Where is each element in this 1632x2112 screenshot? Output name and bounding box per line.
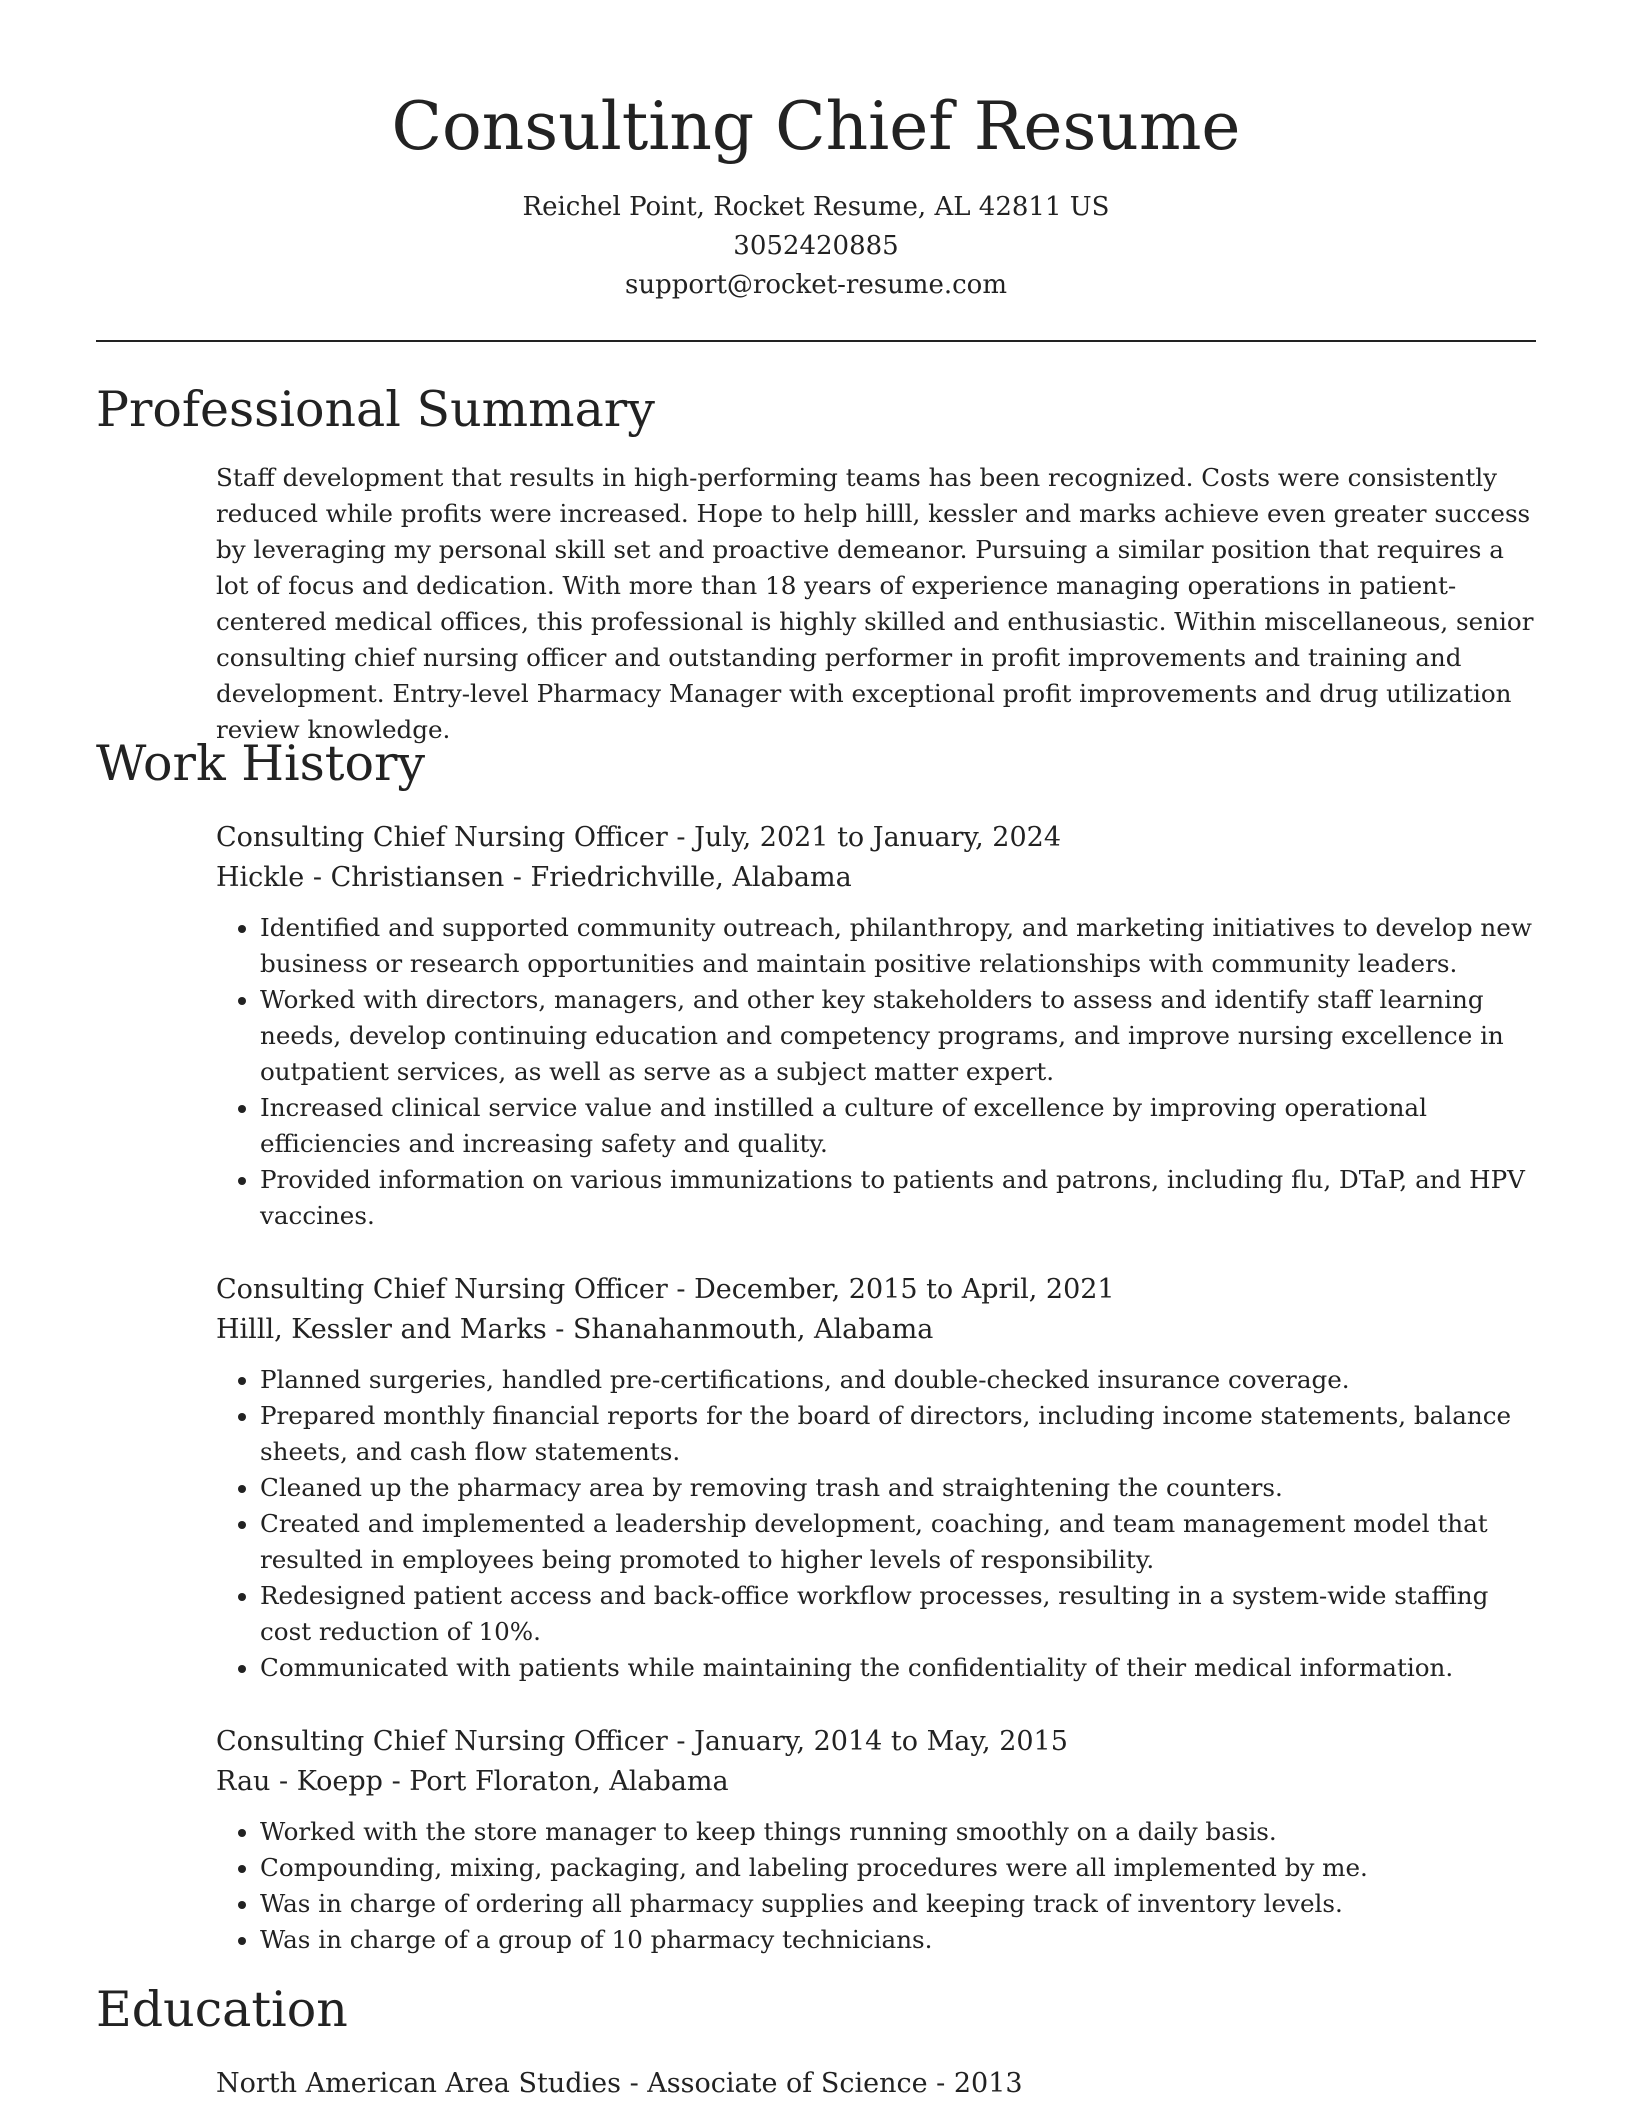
resume-header — [0, 82, 1632, 305]
job-company: Hilll, Kessler and Marks — [216, 1314, 547, 1345]
job-bullet: • Increased clinical service value and instilled a culture of excellence by improving operational efficiencies and increasing safety and quality. — [260, 1090, 1536, 1162]
job-company-line: Hickle - Christiansen - Friedrichville, Alabama — [216, 862, 852, 893]
contact-email: support@rocket-resume.com — [624, 270, 1007, 300]
job-company: Rau - Koepp — [216, 1766, 383, 1797]
job-dates: December, 2015 to April, 2021 — [694, 1274, 1115, 1305]
summary-text: Staff development that results in high-performing teams has been recognized. Costs were consistently reduced while profits were increased. Hope to help hilll, kessler and marks achieve even greater success by leveraging my personal skill set and proactive demeanor. Pursuing a similar position that requires a lot of focus and dedication. With more than 18 years of experience managing operations in patient-centered medical offices, this professional is highly skilled and enthusiastic. Within miscellaneous, senior consulting chief nursing officer and outstanding performer in profit improvements and training and development. Entry-level Pharmacy Manager with exceptional profit improvements and drug utilization review knowledge. — [216, 463, 1534, 744]
job-bullet: • Provided information on various immunizations to patients and patrons, including flu, DTaP, and HPV vaccines. — [260, 1162, 1536, 1234]
job-entry — [216, 818, 1536, 1234]
job-bullet: • Communicated with patients while maintaining the confidentiality of their medical information. — [260, 1650, 1536, 1686]
job-title: Consulting Chief Nursing Officer — [216, 1274, 668, 1305]
job-bullet-list — [216, 910, 1536, 1234]
job-dates: July, 2021 to January, 2024 — [694, 822, 1062, 853]
summary-heading: Professional Summary — [96, 381, 655, 438]
job-location: Port Floraton, Alabama — [409, 1766, 729, 1797]
job-bullet: • Was in charge of ordering all pharmacy supplies and keeping track of inventory levels. — [260, 1886, 1536, 1922]
job-bullet: • Worked with the store manager to keep things running smoothly on a daily basis. — [260, 1814, 1536, 1850]
job-title: Consulting Chief Nursing Officer — [216, 1726, 668, 1757]
contact-phone: 3052420885 — [733, 231, 899, 261]
contact-info — [0, 188, 1632, 305]
job-bullet: • Was in charge of a group of 10 pharmacy technicians. — [260, 1922, 1536, 1958]
job-bullet: • Created and implemented a leadership development, coaching, and team management model that resulted in employees being promoted to higher levels of responsibility. — [260, 1506, 1536, 1578]
education-field: North American Area Studies — [216, 2068, 621, 2099]
job-title-line: Consulting Chief Nursing Officer - January, 2014 to May, 2015 — [216, 1726, 1068, 1757]
job-bullet-list — [216, 1362, 1536, 1686]
job-entry — [216, 1722, 1536, 1958]
job-dates: January, 2014 to May, 2015 — [694, 1726, 1068, 1757]
education-degree: Associate of Science — [647, 2068, 928, 2099]
job-bullet: • Redesigned patient access and back-office workflow processes, resulting in a system-wide staffing cost reduction of 10%. — [260, 1578, 1536, 1650]
job-company: Hickle - Christiansen — [216, 862, 505, 893]
job-bullet: • Cleaned up the pharmacy area by removing trash and straightening the counters. — [260, 1470, 1536, 1506]
job-bullet: • Worked with directors, managers, and other key stakeholders to assess and identify staff learning needs, develop continuing education and competency programs, and improve nursing excellence in outpatient services, as well as serve as a subject matter expert. — [260, 982, 1536, 1090]
education-heading: Education — [96, 1981, 348, 2038]
job-bullet: • Identified and supported community outreach, philanthropy, and marketing initiatives to develop new business or research opportunities and maintain positive relationships with community leaders. — [260, 910, 1536, 982]
job-location: Friedrichville, Alabama — [530, 862, 852, 893]
job-bullet: • Prepared monthly financial reports for the board of directors, including income statements, balance sheets, and cash flow statements. — [260, 1398, 1536, 1470]
job-bullet-list — [216, 1814, 1536, 1958]
job-entry — [216, 1270, 1536, 1686]
job-company-line: Rau - Koepp - Port Floraton, Alabama — [216, 1766, 729, 1797]
job-title: Consulting Chief Nursing Officer — [216, 822, 668, 853]
work-history-heading: Work History — [96, 735, 426, 792]
job-location: Shanahanmouth, Alabama — [573, 1314, 934, 1345]
job-title-line: Consulting Chief Nursing Officer - December, 2015 to April, 2021 — [216, 1274, 1115, 1305]
contact-address: Reichel Point, Rocket Resume, AL 42811 US — [522, 192, 1110, 222]
education-entry: North American Area Studies - Associate of Science - 2013 — [216, 2068, 1023, 2099]
education-year: 2013 — [953, 2068, 1023, 2099]
job-bullet: • Planned surgeries, handled pre-certifications, and double-checked insurance coverage. — [260, 1362, 1536, 1398]
job-title-line: Consulting Chief Nursing Officer - July, 2021 to January, 2024 — [216, 822, 1062, 853]
job-company-line: Hilll, Kessler and Marks - Shanahanmouth, Alabama — [216, 1314, 934, 1345]
job-bullet: • Compounding, mixing, packaging, and labeling procedures were all implemented by me. — [260, 1850, 1536, 1886]
resume-title: Consulting Chief Resume — [391, 88, 1241, 165]
header-divider — [96, 340, 1536, 342]
